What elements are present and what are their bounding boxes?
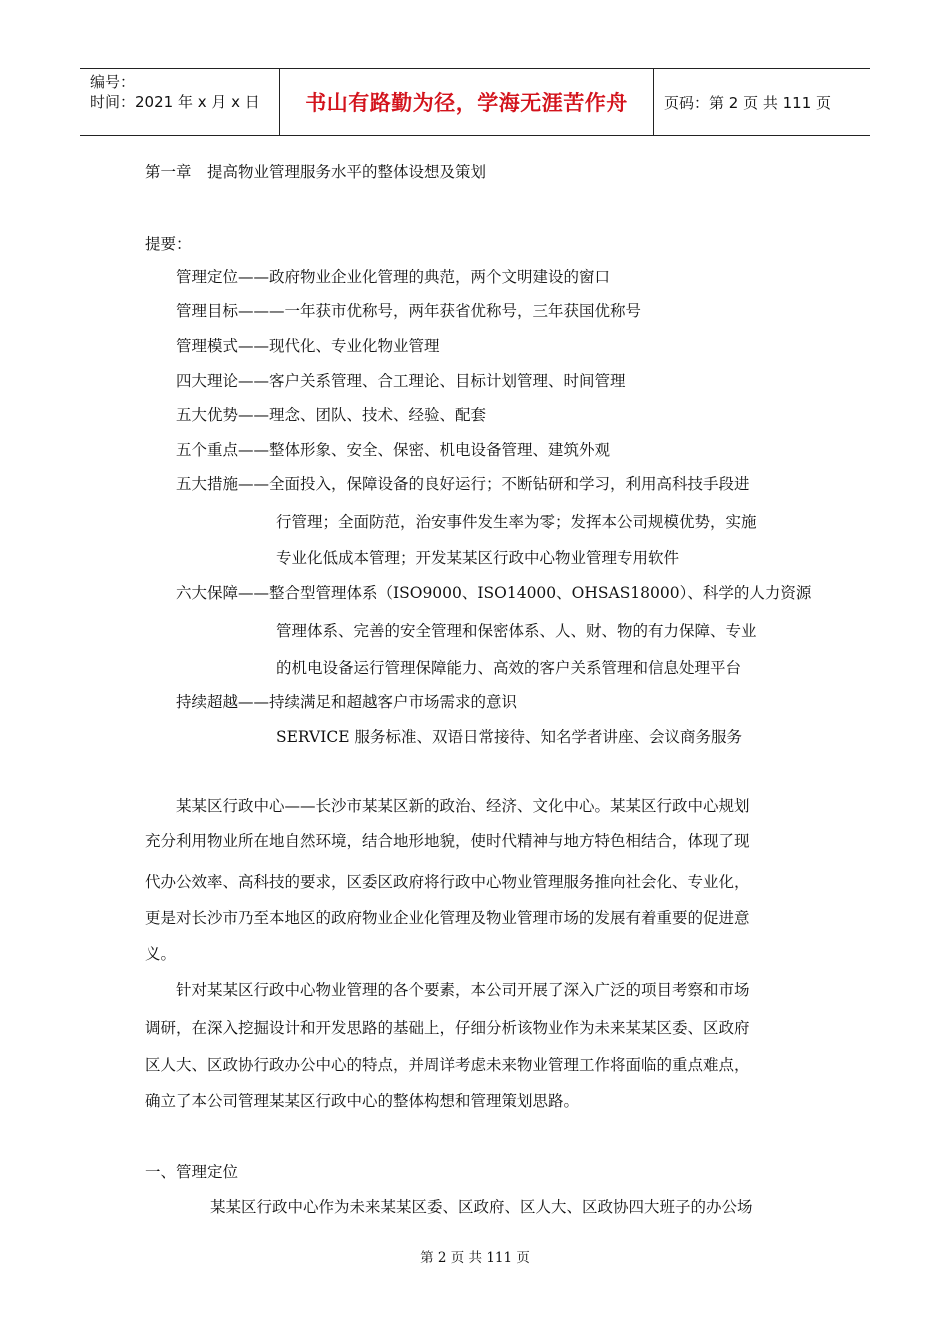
paragraph-line: 代办公效率、高科技的要求，区委区政府将行政中心物业管理服务推向社会化、专业化， bbox=[145, 873, 750, 891]
summary-label: 提要： bbox=[145, 235, 192, 253]
number-label: 编号： bbox=[90, 73, 136, 91]
summary-item: 持续超越——持续满足和超越客户市场需求的意识 bbox=[176, 693, 518, 711]
summary-item: 五大措施——全面投入，保障设备的良好运行；不断钻研和学习，利用高科技手段进 bbox=[176, 475, 750, 493]
summary-item: 管理定位——政府物业企业化管理的典范，两个文明建设的窗口 bbox=[176, 268, 611, 286]
summary-item: 管理模式——现代化、专业化物业管理 bbox=[176, 337, 440, 355]
section-title: 一、管理定位 bbox=[145, 1163, 239, 1181]
summary-item-continuation: 行管理；全面防范，治安事件发生率为零；发挥本公司规模优势，实施 bbox=[276, 513, 757, 531]
summary-item: 六大保障——整合型管理体系（ISO9000、ISO14000、OHSAS18000）、科学的人力资源 bbox=[176, 584, 812, 602]
time-label: 时间：2021 年 x 月 x 日 bbox=[90, 93, 260, 111]
paragraph-line: 充分利用物业所在地自然环境，结合地形地貌，使时代精神与地方特色相结合，体现了现 bbox=[145, 832, 750, 850]
summary-item-continuation: 管理体系、完善的安全管理和保密体系、人、财、物的有力保障、专业 bbox=[276, 622, 757, 640]
header-motto: 书山有路勤为径，学海无涯苦作舟 bbox=[280, 69, 654, 135]
summary-item: 五大优势——理念、团队、技术、经验、配套 bbox=[176, 406, 487, 424]
chapter-title: 第一章 提高物业管理服务水平的整体设想及策划 bbox=[145, 163, 487, 181]
header-page-info: 页码：第 2 页 共 111 页 bbox=[664, 93, 832, 112]
paragraph-line: 调研，在深入挖掘设计和开发思路的基础上，仔细分析该物业作为未来某某区委、区政府 bbox=[145, 1019, 750, 1037]
header-meta bbox=[80, 69, 280, 135]
paragraph-line: 某某区行政中心作为未来某某区委、区政府、区人大、区政协四大班子的办公场 bbox=[210, 1198, 753, 1216]
summary-item: 四大理论——客户关系管理、合工理论、目标计划管理、时间管理 bbox=[176, 372, 626, 390]
summary-item-continuation: 专业化低成本管理；开发某某区行政中心物业管理专用软件 bbox=[276, 549, 680, 567]
page-footer: 第 2 页 共 111 页 bbox=[420, 1250, 530, 1266]
paragraph-line: 某某区行政中心——长沙市某某区新的政治、经济、文化中心。某某区行政中心规划 bbox=[176, 797, 750, 815]
summary-item-continuation: 的机电设备运行管理保障能力、高效的客户关系管理和信息处理平台 bbox=[276, 659, 742, 677]
summary-item: 管理目标———一年获市优称号，两年获省优称号，三年获国优称号 bbox=[176, 302, 642, 320]
paragraph-line: 针对某某区行政中心物业管理的各个要素，本公司开展了深入广泛的项目考察和市场 bbox=[176, 981, 750, 999]
paragraph-line: 确立了本公司管理某某区行政中心的整体构想和管理策划思路。 bbox=[145, 1092, 580, 1110]
summary-item: 五个重点——整体形象、安全、保密、机电设备管理、建筑外观 bbox=[176, 441, 611, 459]
paragraph-line: 更是对长沙市乃至本地区的政府物业企业化管理及物业管理市场的发展有着重要的促进意 bbox=[145, 909, 750, 927]
paragraph-line: 义。 bbox=[145, 945, 177, 963]
paragraph-line: 区人大、区政协行政办公中心的特点，并周详考虑未来物业管理工作将面临的重点难点， bbox=[145, 1056, 750, 1074]
document-header bbox=[80, 68, 870, 136]
summary-item-continuation: SERVICE 服务标准、双语日常接待、知名学者讲座、会议商务服务 bbox=[276, 728, 742, 746]
